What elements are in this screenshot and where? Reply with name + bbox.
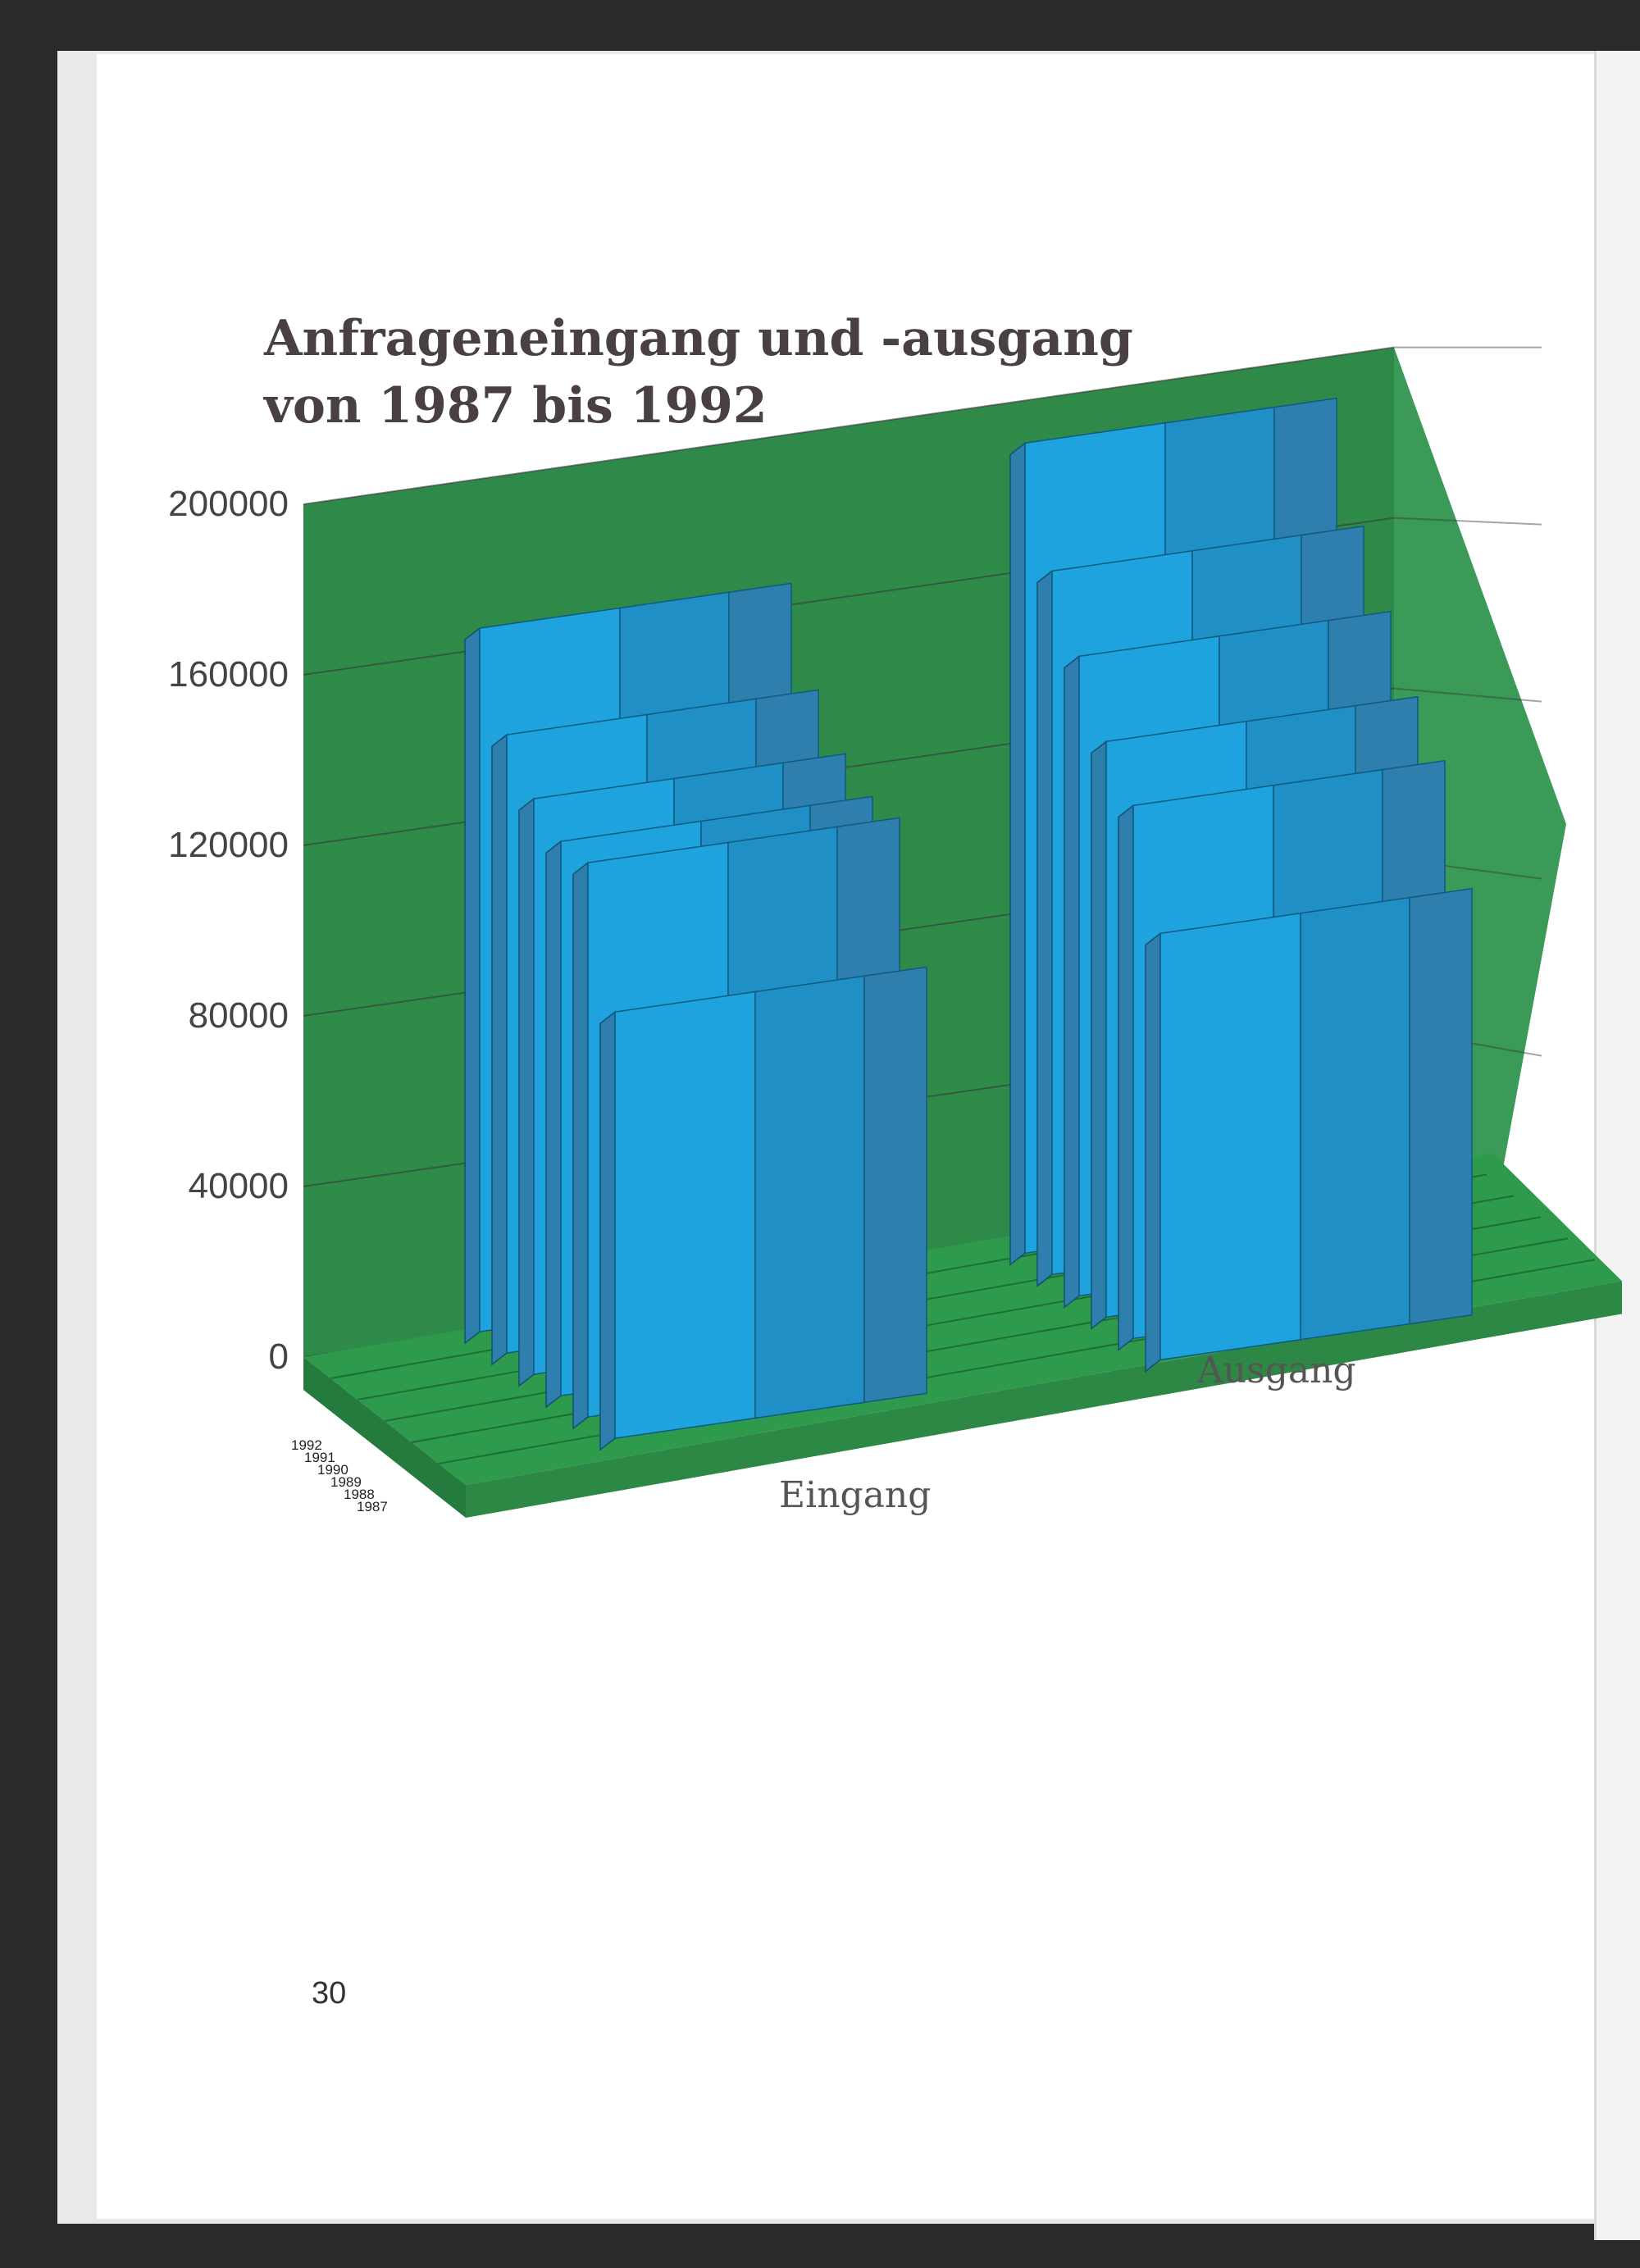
depth-label: 1992 <box>291 1437 322 1453</box>
bar-side-face <box>1064 656 1079 1307</box>
y-tick-label: 40000 <box>188 1166 289 1206</box>
bar-mid-band <box>1301 898 1410 1340</box>
y-tick-label: 200000 <box>168 484 289 524</box>
bar-mid-band <box>755 976 864 1418</box>
title-line-1: Anfrageneingang und -ausgang <box>264 310 1133 367</box>
bar-side-face <box>465 628 480 1343</box>
bar-front-1987-Eingang <box>615 992 755 1439</box>
depth-label: 1988 <box>344 1487 375 1502</box>
bar-side-face <box>1010 443 1025 1264</box>
bar-side-face <box>573 863 588 1428</box>
bar-side-face <box>1091 741 1106 1328</box>
bar-end-band <box>864 967 927 1402</box>
bar-end-band <box>1410 889 1472 1324</box>
bar-side-face <box>492 735 507 1364</box>
title-line-2: von 1987 bis 1992 <box>264 377 768 435</box>
bar-front-1987-Ausgang <box>1160 913 1301 1360</box>
y-tick-label: 120000 <box>168 825 289 865</box>
bar-side-face <box>1118 805 1133 1350</box>
bar-side-face <box>546 841 561 1407</box>
y-tick-label: 0 <box>268 1337 289 1377</box>
category-label: Ausgang <box>1197 1350 1356 1391</box>
bar-side-face <box>1037 571 1052 1286</box>
bar-side-face <box>519 799 534 1386</box>
page-number: 30 <box>312 1976 347 2011</box>
bar-side-face <box>1146 933 1160 1371</box>
y-tick-label: 80000 <box>188 995 289 1036</box>
depth-label: 1990 <box>317 1462 348 1478</box>
depth-label: 1989 <box>330 1474 362 1490</box>
category-label: Eingang <box>779 1474 932 1516</box>
bar-side-face <box>600 1012 615 1450</box>
depth-label: 1987 <box>357 1499 388 1514</box>
y-tick-label: 160000 <box>168 654 289 695</box>
depth-label: 1991 <box>304 1450 335 1465</box>
